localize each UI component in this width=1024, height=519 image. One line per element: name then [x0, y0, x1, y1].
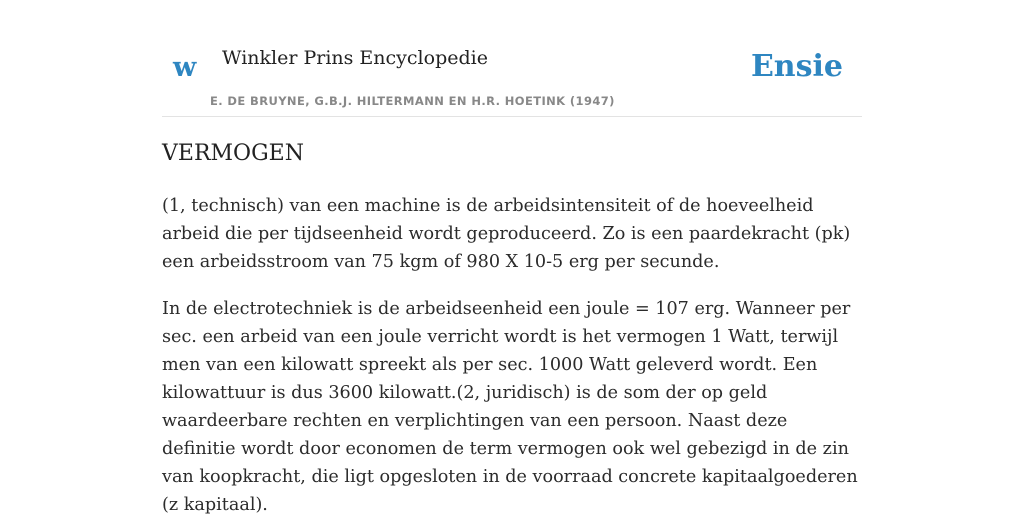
entry-title: VERMOGEN — [162, 141, 304, 166]
entry-paragraph-1: (1, technisch) van een machine is de arbeidsintensiteit of de hoeveelheid arbeid die per tijdseenheid wordt geproduceerd. Zo is een paardekracht (pk) een arbeidsstroom van 75 kgm of 980 X 10-5 erg per secunde. — [162, 196, 851, 272]
encyclopedia-logo-icon[interactable]: w — [173, 52, 197, 83]
page-header — [162, 0, 862, 117]
book-title-link[interactable]: Winkler Prins Encyclopedie — [222, 47, 488, 69]
entry-paragraph-2: In de electrotechniek is de arbeidseenheid een joule = 107 erg. Wanneer per sec. een arbeid van een joule verricht wordt is het vermogen 1 Watt, terwijl men van een kilowatt spreekt als per sec. 1000 Watt geleverd wordt. Een kilowattuur is dus 3600 kilowatt.(2, juridisch) is de som der op geld waardeerbare rechten en verplichtingen van een persoon. Naast deze definitie wordt door economen de term vermogen ook wel gebezigd in de zin van koopkracht, die ligt opgesloten in de voorraad concrete kapitaalgoederen (z kapitaal). — [162, 299, 858, 515]
ensie-brand-logo[interactable]: Ensie — [750, 49, 843, 84]
document-page — [162, 0, 862, 515]
book-authors: E. DE BRUYNE, G.B.J. HILTERMANN EN H.R. HOETINK (1947) — [210, 94, 615, 108]
